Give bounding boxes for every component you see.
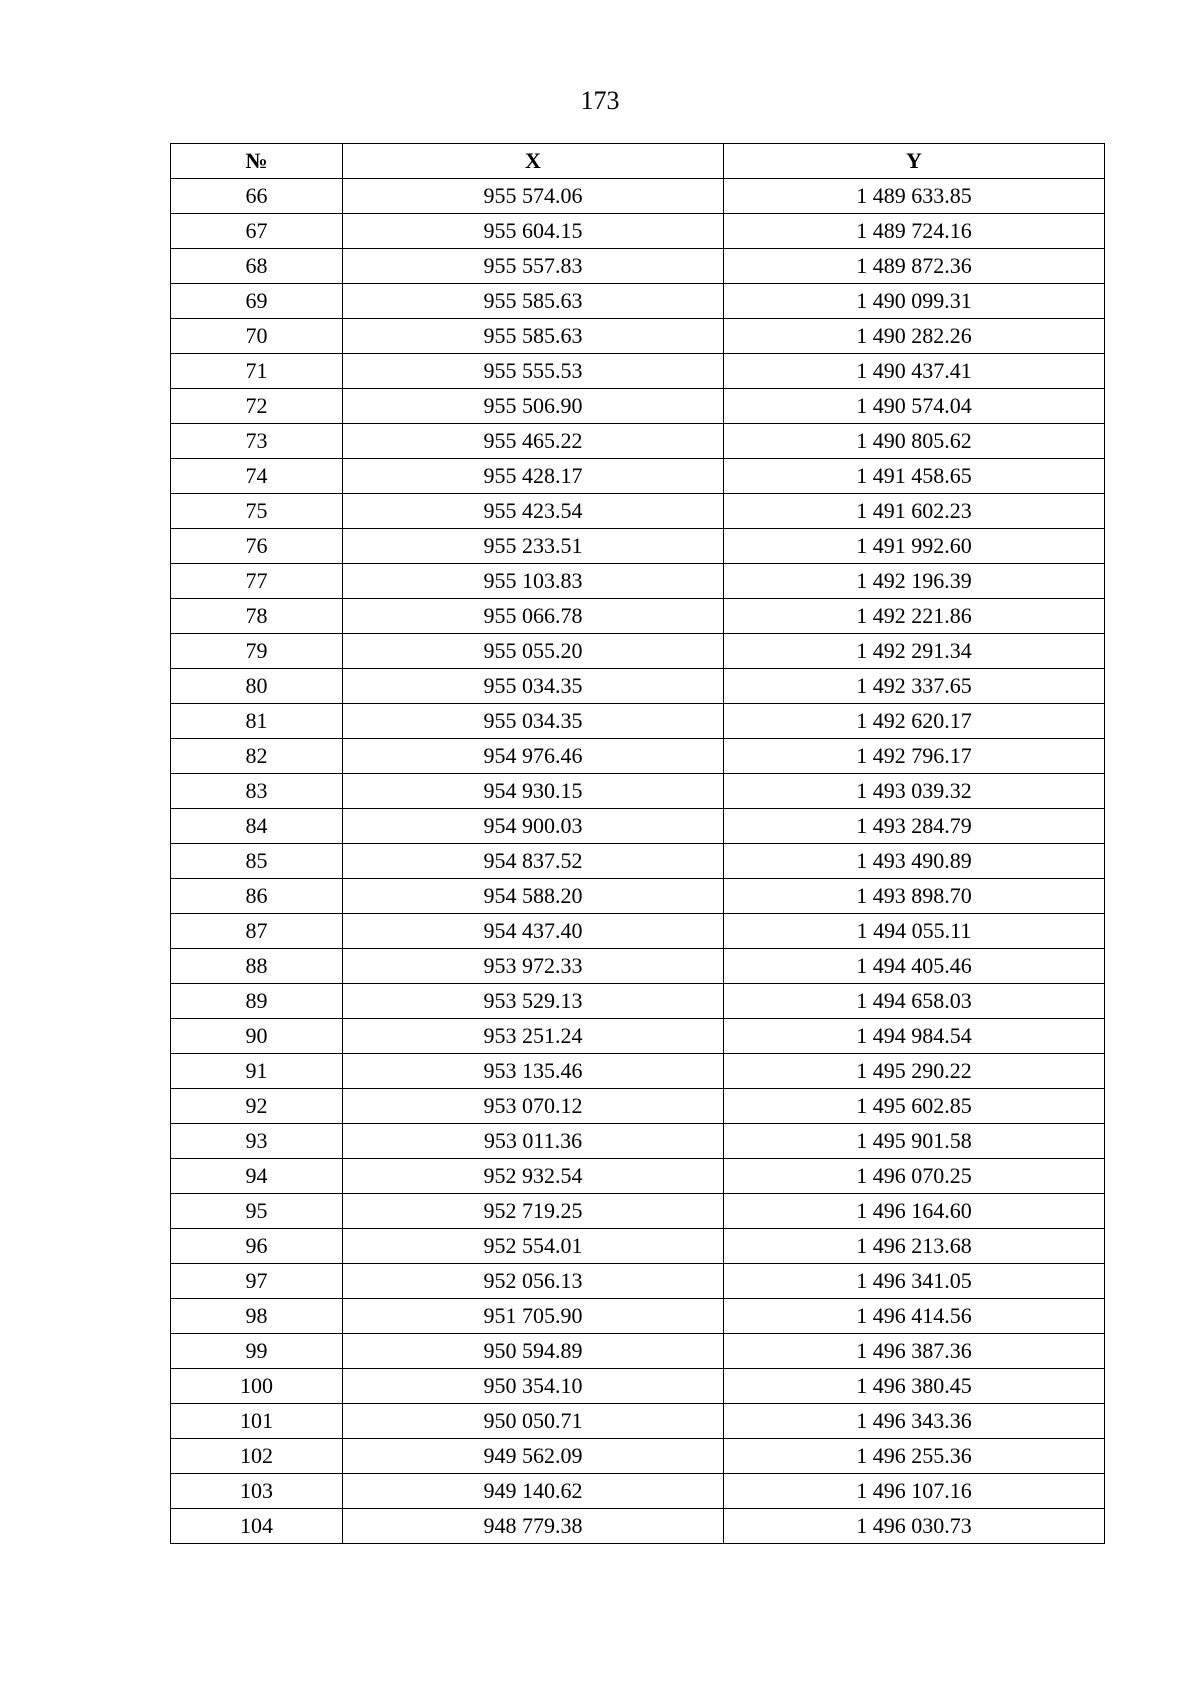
column-header-number: № (171, 144, 343, 179)
table-row (171, 774, 1105, 809)
y-coordinate-cell: 1 493 490.89 (724, 844, 1105, 879)
y-coordinate-cell: 1 489 633.85 (724, 179, 1105, 214)
y-coordinate-cell: 1 496 341.05 (724, 1264, 1105, 1299)
x-coordinate-cell: 955 055.20 (343, 634, 724, 669)
y-coordinate-cell: 1 496 387.36 (724, 1334, 1105, 1369)
y-coordinate-cell: 1 492 291.34 (724, 634, 1105, 669)
x-coordinate-cell: 953 070.12 (343, 1089, 724, 1124)
point-number-cell: 88 (171, 949, 343, 984)
point-number-cell: 69 (171, 284, 343, 319)
table-row (171, 494, 1105, 529)
x-coordinate-cell: 949 562.09 (343, 1439, 724, 1474)
point-number-cell: 101 (171, 1404, 343, 1439)
point-number-cell: 100 (171, 1369, 343, 1404)
table-row (171, 879, 1105, 914)
x-coordinate-cell: 949 140.62 (343, 1474, 724, 1509)
point-number-cell: 79 (171, 634, 343, 669)
table-row (171, 529, 1105, 564)
point-number-cell: 70 (171, 319, 343, 354)
y-coordinate-cell: 1 494 405.46 (724, 949, 1105, 984)
point-number-cell: 97 (171, 1264, 343, 1299)
table-row (171, 1474, 1105, 1509)
table-row (171, 1369, 1105, 1404)
point-number-cell: 83 (171, 774, 343, 809)
table-row (171, 249, 1105, 284)
table-row (171, 1509, 1105, 1544)
y-coordinate-cell: 1 494 055.11 (724, 914, 1105, 949)
table-row (171, 214, 1105, 249)
x-coordinate-cell: 955 465.22 (343, 424, 724, 459)
table-row (171, 179, 1105, 214)
point-number-cell: 74 (171, 459, 343, 494)
column-header-y: Y (724, 144, 1105, 179)
y-coordinate-cell: 1 490 574.04 (724, 389, 1105, 424)
x-coordinate-cell: 954 437.40 (343, 914, 724, 949)
table-row (171, 1264, 1105, 1299)
point-number-cell: 73 (171, 424, 343, 459)
y-coordinate-cell: 1 495 602.85 (724, 1089, 1105, 1124)
point-number-cell: 68 (171, 249, 343, 284)
x-coordinate-cell: 950 594.89 (343, 1334, 724, 1369)
y-coordinate-cell: 1 496 380.45 (724, 1369, 1105, 1404)
point-number-cell: 89 (171, 984, 343, 1019)
table-row (171, 354, 1105, 389)
x-coordinate-cell: 955 555.53 (343, 354, 724, 389)
y-coordinate-cell: 1 496 255.36 (724, 1439, 1105, 1474)
y-coordinate-cell: 1 492 337.65 (724, 669, 1105, 704)
point-number-cell: 76 (171, 529, 343, 564)
table-row (171, 1159, 1105, 1194)
y-coordinate-cell: 1 496 414.56 (724, 1299, 1105, 1334)
point-number-cell: 72 (171, 389, 343, 424)
point-number-cell: 77 (171, 564, 343, 599)
x-coordinate-cell: 954 976.46 (343, 739, 724, 774)
x-coordinate-cell: 955 034.35 (343, 704, 724, 739)
page-number: 173 (580, 86, 620, 115)
point-number-cell: 67 (171, 214, 343, 249)
table-row (171, 1334, 1105, 1369)
x-coordinate-cell: 955 585.63 (343, 284, 724, 319)
table-row (171, 739, 1105, 774)
y-coordinate-cell: 1 493 039.32 (724, 774, 1105, 809)
y-coordinate-cell: 1 491 992.60 (724, 529, 1105, 564)
y-coordinate-cell: 1 491 458.65 (724, 459, 1105, 494)
x-coordinate-cell: 955 604.15 (343, 214, 724, 249)
table-row (171, 1124, 1105, 1159)
x-coordinate-cell: 952 554.01 (343, 1229, 724, 1264)
point-number-cell: 66 (171, 179, 343, 214)
x-coordinate-cell: 952 932.54 (343, 1159, 724, 1194)
x-coordinate-cell: 953 135.46 (343, 1054, 724, 1089)
table-row (171, 284, 1105, 319)
coordinates-table (170, 143, 1105, 1544)
point-number-cell: 82 (171, 739, 343, 774)
y-coordinate-cell: 1 495 290.22 (724, 1054, 1105, 1089)
x-coordinate-cell: 954 930.15 (343, 774, 724, 809)
x-coordinate-cell: 953 251.24 (343, 1019, 724, 1054)
table-row (171, 389, 1105, 424)
y-coordinate-cell: 1 490 282.26 (724, 319, 1105, 354)
point-number-cell: 78 (171, 599, 343, 634)
point-number-cell: 71 (171, 354, 343, 389)
table-row (171, 1229, 1105, 1264)
x-coordinate-cell: 952 719.25 (343, 1194, 724, 1229)
y-coordinate-cell: 1 490 437.41 (724, 354, 1105, 389)
x-coordinate-cell: 954 900.03 (343, 809, 724, 844)
table-body (171, 179, 1105, 1544)
table-row (171, 1439, 1105, 1474)
point-number-cell: 99 (171, 1334, 343, 1369)
point-number-cell: 87 (171, 914, 343, 949)
point-number-cell: 91 (171, 1054, 343, 1089)
x-coordinate-cell: 955 557.83 (343, 249, 724, 284)
point-number-cell: 84 (171, 809, 343, 844)
table-row (171, 669, 1105, 704)
point-number-cell: 90 (171, 1019, 343, 1054)
x-coordinate-cell: 948 779.38 (343, 1509, 724, 1544)
x-coordinate-cell: 953 529.13 (343, 984, 724, 1019)
y-coordinate-cell: 1 492 196.39 (724, 564, 1105, 599)
point-number-cell: 92 (171, 1089, 343, 1124)
table-row (171, 1089, 1105, 1124)
point-number-cell: 75 (171, 494, 343, 529)
point-number-cell: 94 (171, 1159, 343, 1194)
table-row (171, 599, 1105, 634)
x-coordinate-cell: 955 233.51 (343, 529, 724, 564)
point-number-cell: 86 (171, 879, 343, 914)
y-coordinate-cell: 1 494 984.54 (724, 1019, 1105, 1054)
x-coordinate-cell: 955 066.78 (343, 599, 724, 634)
y-coordinate-cell: 1 492 221.86 (724, 599, 1105, 634)
x-coordinate-cell: 953 011.36 (343, 1124, 724, 1159)
table-row (171, 1404, 1105, 1439)
table-row (171, 704, 1105, 739)
y-coordinate-cell: 1 494 658.03 (724, 984, 1105, 1019)
y-coordinate-cell: 1 493 898.70 (724, 879, 1105, 914)
y-coordinate-cell: 1 492 620.17 (724, 704, 1105, 739)
table-row (171, 1019, 1105, 1054)
y-coordinate-cell: 1 489 724.16 (724, 214, 1105, 249)
point-number-cell: 80 (171, 669, 343, 704)
y-coordinate-cell: 1 491 602.23 (724, 494, 1105, 529)
x-coordinate-cell: 955 423.54 (343, 494, 724, 529)
point-number-cell: 85 (171, 844, 343, 879)
point-number-cell: 102 (171, 1439, 343, 1474)
y-coordinate-cell: 1 496 164.60 (724, 1194, 1105, 1229)
table-row (171, 914, 1105, 949)
y-coordinate-cell: 1 495 901.58 (724, 1124, 1105, 1159)
y-coordinate-cell: 1 489 872.36 (724, 249, 1105, 284)
table-row (171, 844, 1105, 879)
table-row (171, 984, 1105, 1019)
table-row (171, 1054, 1105, 1089)
point-number-cell: 104 (171, 1509, 343, 1544)
x-coordinate-cell: 952 056.13 (343, 1264, 724, 1299)
x-coordinate-cell: 954 837.52 (343, 844, 724, 879)
x-coordinate-cell: 955 585.63 (343, 319, 724, 354)
x-coordinate-cell: 950 354.10 (343, 1369, 724, 1404)
point-number-cell: 96 (171, 1229, 343, 1264)
y-coordinate-cell: 1 496 070.25 (724, 1159, 1105, 1194)
table-row (171, 949, 1105, 984)
y-coordinate-cell: 1 490 805.62 (724, 424, 1105, 459)
point-number-cell: 93 (171, 1124, 343, 1159)
table-row (171, 424, 1105, 459)
point-number-cell: 95 (171, 1194, 343, 1229)
table-header-row (171, 144, 1105, 179)
x-coordinate-cell: 953 972.33 (343, 949, 724, 984)
y-coordinate-cell: 1 496 107.16 (724, 1474, 1105, 1509)
y-coordinate-cell: 1 496 030.73 (724, 1509, 1105, 1544)
y-coordinate-cell: 1 496 343.36 (724, 1404, 1105, 1439)
table-row (171, 1194, 1105, 1229)
point-number-cell: 98 (171, 1299, 343, 1334)
x-coordinate-cell: 950 050.71 (343, 1404, 724, 1439)
y-coordinate-cell: 1 493 284.79 (724, 809, 1105, 844)
x-coordinate-cell: 955 428.17 (343, 459, 724, 494)
x-coordinate-cell: 955 034.35 (343, 669, 724, 704)
point-number-cell: 103 (171, 1474, 343, 1509)
table-row (171, 634, 1105, 669)
y-coordinate-cell: 1 492 796.17 (724, 739, 1105, 774)
x-coordinate-cell: 955 103.83 (343, 564, 724, 599)
table-row (171, 459, 1105, 494)
column-header-x: X (343, 144, 724, 179)
table-row (171, 809, 1105, 844)
y-coordinate-cell: 1 496 213.68 (724, 1229, 1105, 1264)
table-row (171, 319, 1105, 354)
table-row (171, 1299, 1105, 1334)
point-number-cell: 81 (171, 704, 343, 739)
x-coordinate-cell: 954 588.20 (343, 879, 724, 914)
x-coordinate-cell: 955 574.06 (343, 179, 724, 214)
x-coordinate-cell: 955 506.90 (343, 389, 724, 424)
x-coordinate-cell: 951 705.90 (343, 1299, 724, 1334)
table-row (171, 564, 1105, 599)
y-coordinate-cell: 1 490 099.31 (724, 284, 1105, 319)
